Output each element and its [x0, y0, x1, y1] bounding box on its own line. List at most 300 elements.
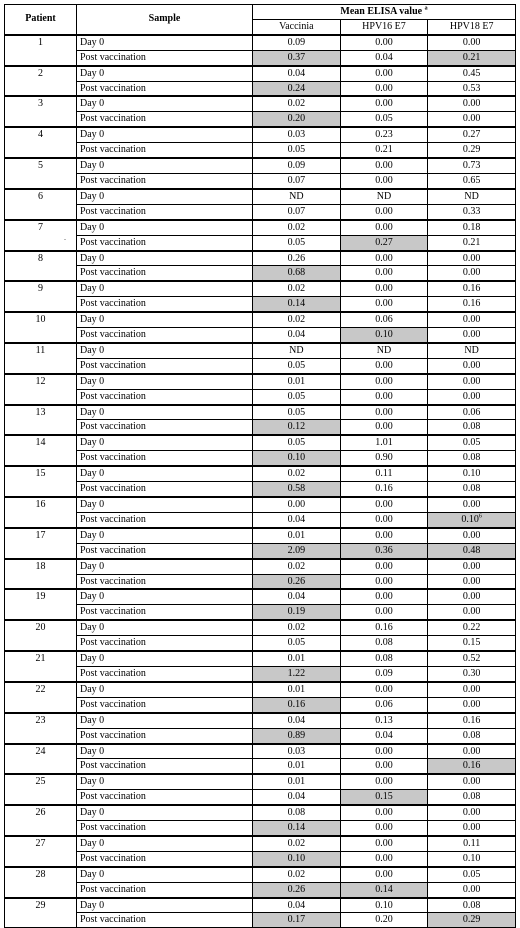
value-text: 0.00: [462, 683, 481, 695]
value-text: 0.16: [462, 714, 481, 726]
value-text: 0.00: [375, 591, 393, 603]
table-row: [5, 636, 516, 651]
patient-id: 27: [5, 836, 77, 867]
value-text: 0.00: [375, 868, 393, 880]
hpv16-e7-value: [340, 620, 428, 635]
value-text: 0.05: [287, 437, 306, 449]
patient-id: 20: [5, 620, 77, 651]
hpv18-e7-value: [428, 235, 516, 250]
value-text: 0.00: [375, 513, 393, 525]
value-text: 0.05: [462, 437, 481, 449]
hpv16-e7-value: [340, 112, 428, 127]
value-text: 0.04: [287, 591, 306, 603]
vaccinia-value: [253, 605, 341, 620]
table-row: [5, 759, 516, 774]
hpv16-e7-value: [340, 605, 428, 620]
value-text: 0.00: [375, 575, 393, 587]
value-text: 0.17: [287, 914, 306, 926]
value-text: 0.00: [375, 67, 393, 79]
hpv18-e7-value: [428, 374, 516, 389]
value-text: 0.45: [462, 67, 481, 79]
table-row: [5, 651, 516, 666]
hpv16-e7-value: [340, 435, 428, 450]
hpv18-e7-value: [428, 821, 516, 836]
sample-label: Day 0: [77, 435, 253, 450]
value-text: 0.08: [462, 729, 481, 741]
vaccinia-value: [253, 851, 341, 866]
patient-id: 14: [5, 435, 77, 466]
table-row: [5, 805, 516, 820]
value-text: 0.16: [462, 760, 481, 772]
sample-label: Post vaccination: [77, 636, 253, 651]
value-text: 0.30: [462, 667, 481, 679]
sample-label: Post vaccination: [77, 143, 253, 158]
hpv18-e7-value: [428, 666, 516, 681]
header-hpv18-e7: HPV18 E7: [428, 19, 516, 34]
table-row: [5, 790, 516, 805]
hpv18-e7-value: [428, 759, 516, 774]
hpv16-e7-value: [340, 466, 428, 481]
value-text: 0.10: [462, 852, 481, 864]
hpv18-e7-value: [428, 173, 516, 188]
table-row: [5, 127, 516, 142]
vaccinia-value: [253, 574, 341, 589]
hpv16-e7-value: [340, 851, 428, 866]
value-text: 0.09: [287, 36, 306, 48]
hpv16-e7-value: [340, 713, 428, 728]
value-text: 0.00: [375, 221, 393, 233]
hpv18-e7-value: [428, 343, 516, 358]
sample-label: Post vaccination: [77, 759, 253, 774]
hpv16-e7-value: [340, 682, 428, 697]
vaccinia-value: [253, 173, 341, 188]
table-row: [5, 497, 516, 512]
value-text: 0.15: [462, 637, 481, 649]
sample-label: Post vaccination: [77, 666, 253, 681]
value-text: 0.36: [375, 544, 393, 556]
hpv18-e7-value: [428, 697, 516, 712]
value-text: 0.00: [462, 36, 481, 48]
header-mean-elisa-label: Mean ELISA value: [340, 6, 423, 17]
value-text: 0.65: [462, 174, 481, 186]
value-text: 0.00: [375, 283, 393, 295]
hpv16-e7-value: [340, 666, 428, 681]
hpv18-e7-value: [428, 66, 516, 81]
table-row: [5, 774, 516, 789]
value-text: 0.00: [375, 760, 393, 772]
value-text: 0.00: [375, 499, 393, 510]
table-row: [5, 435, 516, 450]
hpv16-e7-value: [340, 235, 428, 250]
hpv16-e7-value: [340, 574, 428, 589]
value-text: 0.00: [375, 160, 393, 172]
sample-label: Day 0: [77, 651, 253, 666]
vaccinia-value: [253, 805, 341, 820]
value-text: 0.00: [375, 267, 393, 279]
vaccinia-value: [253, 358, 341, 373]
header-patient: Patient: [5, 5, 77, 35]
hpv16-e7-value: [340, 389, 428, 404]
value-text: 0.01: [287, 375, 306, 387]
value-text: 0.07: [287, 174, 306, 186]
hpv16-e7-value: [340, 867, 428, 882]
table-row: [5, 882, 516, 897]
value-text: 0.00: [462, 267, 481, 279]
hpv16-e7-value: [340, 543, 428, 558]
patient-id: 11: [5, 343, 77, 374]
hpv16-e7-value: [340, 482, 428, 497]
hpv16-e7-value: [340, 66, 428, 81]
hpv18-e7-value: [428, 204, 516, 219]
value-text: 0.05: [287, 144, 306, 156]
hpv18-e7-value: [428, 405, 516, 420]
value-text: 0.08: [375, 653, 393, 665]
value-text: ND: [376, 190, 392, 202]
hpv18-e7-value: [428, 851, 516, 866]
sample-label: Day 0: [77, 620, 253, 635]
value-text: 0.08: [375, 637, 393, 649]
table-row: [5, 312, 516, 327]
value-text: 1.01: [375, 437, 393, 449]
vaccinia-value: [253, 543, 341, 558]
patient-id: 12: [5, 374, 77, 405]
value-text: 0.00: [375, 82, 393, 94]
hpv18-e7-value: [428, 882, 516, 897]
hpv16-e7-value: [340, 420, 428, 435]
vaccinia-value: [253, 790, 341, 805]
table-row: [5, 620, 516, 635]
value-text: 0.04: [287, 791, 306, 803]
value-text: 0.05: [287, 359, 306, 371]
header-vaccinia: Vaccinia: [253, 19, 341, 34]
sample-label: Post vaccination: [77, 728, 253, 743]
value-text: 0.05: [375, 113, 393, 125]
vaccinia-value: [253, 774, 341, 789]
sample-label: Day 0: [77, 898, 253, 913]
patient-id: 8: [5, 251, 77, 282]
sample-label: Day 0: [77, 96, 253, 111]
vaccinia-value: [253, 882, 341, 897]
sample-label: Post vaccination: [77, 482, 253, 497]
sample-label: Post vaccination: [77, 204, 253, 219]
vaccinia-value: [253, 482, 341, 497]
value-text: 0.14: [287, 298, 306, 310]
vaccinia-value: [253, 435, 341, 450]
hpv16-e7-value: [340, 882, 428, 897]
value-text: 0.27: [375, 236, 393, 248]
value-text: 0.16: [462, 298, 481, 310]
header-mean-elisa: [253, 5, 516, 20]
sample-label: Post vaccination: [77, 451, 253, 466]
vaccinia-value: [253, 898, 341, 913]
value-text: 0.04: [375, 51, 393, 63]
patient-id: 4: [5, 127, 77, 158]
table-row: [5, 589, 516, 604]
hpv16-e7-value: [340, 651, 428, 666]
sample-label: Day 0: [77, 189, 253, 204]
sample-label: Post vaccination: [77, 512, 253, 527]
value-text: 0.15: [375, 791, 393, 803]
value-text: 0.05: [287, 637, 306, 649]
value-text: 0.90: [375, 452, 393, 464]
hpv16-e7-value: [340, 158, 428, 173]
patient-id: 21: [5, 651, 77, 682]
vaccinia-value: [253, 204, 341, 219]
sample-label: Day 0: [77, 744, 253, 759]
hpv16-e7-value: [340, 189, 428, 204]
vaccinia-value: [253, 189, 341, 204]
hpv16-e7-value: [340, 204, 428, 219]
value-text: 0.00: [375, 606, 393, 618]
elisa-results-table: [4, 4, 516, 928]
value-text: 0.27: [462, 129, 481, 141]
vaccinia-value: [253, 528, 341, 543]
table-row: [5, 66, 516, 81]
table-row: [5, 235, 516, 250]
hpv18-e7-value: [428, 559, 516, 574]
hpv18-e7-value: [428, 898, 516, 913]
value-text: 0.00: [462, 698, 481, 710]
value-text: 0.20: [375, 914, 393, 926]
value-text: 1.22: [287, 667, 306, 679]
value-text: 0.00: [462, 314, 481, 326]
sample-label: Post vaccination: [77, 389, 253, 404]
hpv16-e7-value: [340, 497, 428, 512]
value-text: 0.11: [375, 468, 393, 480]
hpv16-e7-value: [340, 774, 428, 789]
patient-id: 29: [5, 898, 77, 928]
hpv16-e7-value: [340, 589, 428, 604]
patient-id: 28: [5, 867, 77, 898]
value-text: 0.00: [462, 252, 481, 264]
value-text: 0.08: [462, 899, 481, 911]
vaccinia-value: [253, 328, 341, 343]
sample-label: Post vaccination: [77, 821, 253, 836]
patient-id: 13: [5, 405, 77, 436]
sample-label: Day 0: [77, 836, 253, 851]
value-text: 0.18: [462, 221, 481, 233]
table-row: [5, 251, 516, 266]
hpv18-e7-value: [428, 867, 516, 882]
vaccinia-value: [253, 66, 341, 81]
value-text: 0.05: [287, 236, 306, 248]
hpv18-e7-value: [428, 81, 516, 96]
hpv18-e7-value: [428, 35, 516, 50]
hpv16-e7-value: [340, 836, 428, 851]
value-text: 0.09: [287, 160, 306, 172]
hpv18-e7-value: [428, 127, 516, 142]
value-text: 0.48: [462, 544, 481, 556]
sample-label: Day 0: [77, 251, 253, 266]
value-text: 0.00: [375, 560, 393, 572]
patient-id: 10: [5, 312, 77, 343]
vaccinia-value: [253, 497, 341, 512]
value-text: 2.09: [287, 544, 306, 556]
vaccinia-value: [253, 96, 341, 111]
patient-id: 24: [5, 744, 77, 775]
value-text: 0.00: [462, 745, 481, 757]
table-row: [5, 81, 516, 96]
vaccinia-value: [253, 666, 341, 681]
sample-label: Post vaccination: [77, 266, 253, 281]
value-text: 0.11: [463, 837, 481, 849]
vaccinia-value: [253, 636, 341, 651]
value-text: 0.01: [287, 653, 306, 665]
vaccinia-value: [253, 35, 341, 50]
hpv16-e7-value: [340, 913, 428, 928]
sample-label: Post vaccination: [77, 81, 253, 96]
hpv16-e7-value: [340, 358, 428, 373]
hpv16-e7-value: [340, 744, 428, 759]
vaccinia-value: [253, 744, 341, 759]
value-text: 0.01: [287, 683, 306, 695]
sample-label: Post vaccination: [77, 913, 253, 928]
sample-label: Post vaccination: [77, 358, 253, 373]
table-row: [5, 173, 516, 188]
table-row: [5, 528, 516, 543]
value-text: 0.16: [287, 698, 306, 710]
value-text: 0.00: [375, 852, 393, 864]
table-row: [5, 728, 516, 743]
hpv16-e7-value: [340, 281, 428, 296]
value-text: 0.26: [287, 252, 306, 264]
hpv18-e7-value: [428, 312, 516, 327]
table-row: [5, 682, 516, 697]
value-text: 0.37: [287, 51, 306, 63]
value-text: 0.21: [462, 236, 481, 248]
vaccinia-value: [253, 81, 341, 96]
table-row: [5, 697, 516, 712]
value-text: 0.00: [375, 390, 393, 402]
table-row: [5, 35, 516, 50]
header-footnote-mark: a: [424, 5, 428, 12]
vaccinia-value: [253, 281, 341, 296]
value-text: 0.00: [375, 406, 393, 418]
value-text: 0.00: [462, 776, 481, 788]
vaccinia-value: [253, 867, 341, 882]
table-body: [5, 35, 516, 928]
value-text: 0.00: [462, 560, 481, 572]
value-text: ND: [289, 344, 304, 356]
sample-label: Day 0: [77, 528, 253, 543]
vaccinia-value: [253, 220, 341, 235]
patient-id: 9: [5, 281, 77, 312]
hpv16-e7-value: [340, 251, 428, 266]
vaccinia-value: [253, 589, 341, 604]
vaccinia-value: [253, 343, 341, 358]
value-text: 0.10: [287, 452, 306, 464]
hpv16-e7-value: [340, 297, 428, 312]
hpv16-e7-value: [340, 173, 428, 188]
value-text: 0.73: [462, 160, 481, 172]
value-text: 0.04: [375, 729, 393, 741]
vaccinia-value: [253, 466, 341, 481]
sample-label: Day 0: [77, 374, 253, 389]
value-text: 0.07: [287, 205, 306, 217]
vaccinia-value: [253, 127, 341, 142]
value-text: 0.33: [462, 205, 481, 217]
value-text: 0.10: [461, 513, 479, 525]
hpv16-e7-value: [340, 266, 428, 281]
hpv18-e7-value: [428, 266, 516, 281]
patient-id: 1: [5, 35, 77, 66]
value-text: 0.26: [287, 883, 306, 895]
value-text: 0.14: [375, 883, 393, 895]
hpv18-e7-value: [428, 512, 516, 527]
hpv18-e7-value: [428, 328, 516, 343]
vaccinia-value: [253, 297, 341, 312]
hpv16-e7-value: [340, 821, 428, 836]
hpv16-e7-value: [340, 805, 428, 820]
sample-label: Day 0: [77, 66, 253, 81]
value-text: 0.16: [375, 622, 393, 634]
table-row: [5, 898, 516, 913]
value-text: 0.00: [375, 807, 393, 819]
sample-label: Day 0: [77, 774, 253, 789]
value-text: 0.00: [462, 499, 481, 510]
hpv16-e7-value: [340, 343, 428, 358]
value-text: 0.00: [375, 205, 393, 217]
hpv16-e7-value: [340, 759, 428, 774]
hpv18-e7-value: [428, 543, 516, 558]
value-text: 0.00: [462, 329, 481, 341]
value-text: 0.00: [375, 683, 393, 695]
value-text: 0.01: [287, 776, 306, 788]
hpv18-e7-value: [428, 96, 516, 111]
sample-label: Day 0: [77, 805, 253, 820]
vaccinia-value: [253, 143, 341, 158]
hpv18-e7-value: [428, 574, 516, 589]
value-text: 0.58: [287, 483, 306, 495]
vaccinia-value: [253, 759, 341, 774]
hpv16-e7-value: [340, 790, 428, 805]
value-text: 0.00: [375, 36, 393, 48]
hpv18-e7-value: [428, 112, 516, 127]
vaccinia-value: [253, 266, 341, 281]
value-text: ND: [464, 344, 479, 356]
vaccinia-value: [253, 389, 341, 404]
sample-label: Day 0: [77, 220, 253, 235]
patient-id: 23: [5, 713, 77, 744]
patient-id: 6: [5, 189, 77, 220]
hpv18-e7-value: [428, 805, 516, 820]
hpv16-e7-value: [340, 405, 428, 420]
value-text: 0.02: [287, 560, 306, 572]
header-row-group: [5, 5, 516, 20]
value-text: 0.00: [375, 822, 393, 834]
value-text: 0.14: [287, 822, 306, 834]
value-text: 0.02: [287, 283, 306, 295]
vaccinia-value: [253, 559, 341, 574]
hpv18-e7-value: [428, 50, 516, 65]
hpv16-e7-value: [340, 559, 428, 574]
hpv18-e7-value: [428, 281, 516, 296]
hpv18-e7-value: [428, 836, 516, 851]
patient-id: 26: [5, 805, 77, 836]
value-text: 0.00: [462, 375, 481, 387]
hpv18-e7-value: [428, 482, 516, 497]
table-row: [5, 851, 516, 866]
value-text: 0.20: [287, 113, 306, 125]
sample-label: Post vaccination: [77, 543, 253, 558]
hpv16-e7-value: [340, 636, 428, 651]
vaccinia-value: [253, 651, 341, 666]
hpv16-e7-value: [340, 898, 428, 913]
value-text: 0.02: [287, 98, 306, 110]
value-text: 0.21: [375, 144, 393, 156]
hpv18-e7-value: [428, 220, 516, 235]
hpv18-e7-value: [428, 774, 516, 789]
